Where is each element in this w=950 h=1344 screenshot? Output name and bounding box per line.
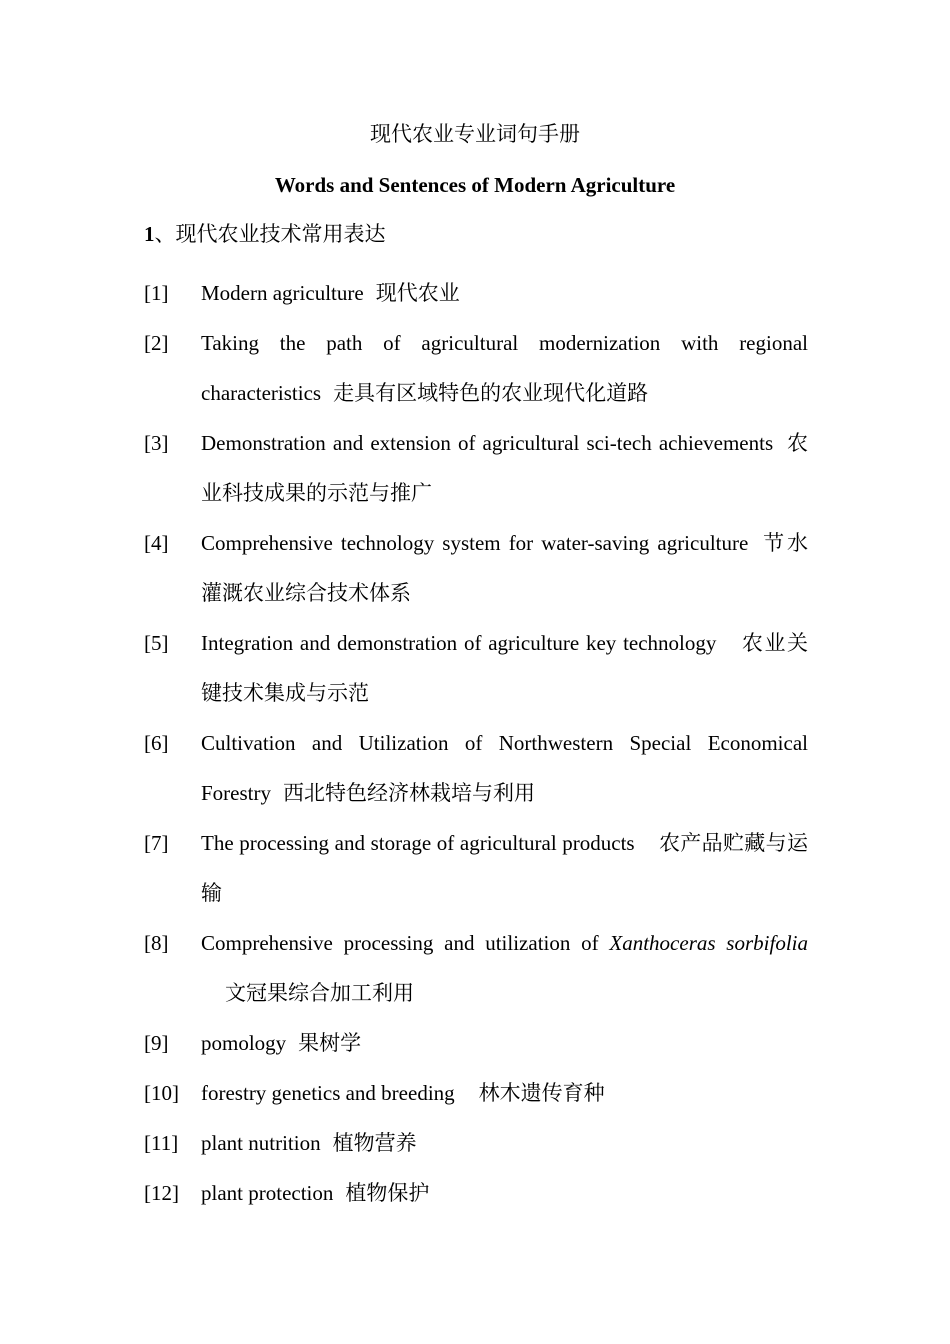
entry-number: [12] bbox=[144, 1181, 179, 1205]
entry-english: Comprehensive technology system for water-saving agriculture bbox=[201, 531, 749, 555]
document-title-chinese: 现代农业专业词句手册 bbox=[370, 122, 580, 146]
entry-chinese: 植物保护 bbox=[345, 1181, 430, 1205]
entry-latin-name: Xanthoceras sorbifolia bbox=[609, 931, 808, 955]
entry-english: Comprehensive processing and utilization of bbox=[201, 931, 599, 955]
entry-number: [11] bbox=[144, 1131, 179, 1155]
entry-number: [8] bbox=[144, 931, 169, 955]
term-entry bbox=[144, 268, 808, 318]
entry-chinese: 现代农业 bbox=[375, 281, 460, 305]
entry-english: Demonstration and extension of agricultural sci-tech achievements bbox=[201, 431, 774, 455]
entry-chinese: 走具有区域特色的农业现代化道路 bbox=[333, 381, 649, 405]
entry-number: [6] bbox=[144, 731, 169, 755]
entry-english: plant nutrition bbox=[201, 1131, 321, 1155]
entry-english: forestry genetics and breeding bbox=[201, 1081, 455, 1105]
entry-english: plant protection bbox=[201, 1181, 334, 1205]
entry-number: [1] bbox=[144, 281, 169, 305]
entry-english: Taking the path of agricultural modernization with regional characteristics bbox=[201, 331, 808, 405]
entry-english: Modern agriculture bbox=[201, 281, 364, 305]
entry-chinese: 果树学 bbox=[298, 1031, 362, 1055]
entry-number: [5] bbox=[144, 631, 169, 655]
entry-chinese: 植物营养 bbox=[332, 1131, 417, 1155]
term-entry bbox=[144, 1018, 808, 1068]
term-entry bbox=[144, 318, 808, 418]
entry-number: [9] bbox=[144, 1031, 169, 1055]
term-list bbox=[144, 268, 808, 1218]
term-entry bbox=[144, 718, 808, 818]
section-number: 1 bbox=[144, 222, 155, 246]
document-title-english: Words and Sentences of Modern Agriculture bbox=[274, 173, 676, 197]
entry-english: pomology bbox=[201, 1031, 287, 1055]
entry-number: [2] bbox=[144, 331, 169, 355]
term-entry bbox=[144, 1118, 808, 1168]
term-entry bbox=[144, 618, 808, 718]
term-entry bbox=[144, 918, 808, 1018]
entry-chinese: 林木遗传育种 bbox=[478, 1081, 605, 1105]
term-entry bbox=[144, 418, 808, 518]
term-entry bbox=[144, 1068, 808, 1118]
entry-english: Cultivation and Utilization of Northwestern Special Economical Forestry bbox=[201, 731, 808, 805]
entry-english: The processing and storage of agricultural products bbox=[201, 831, 635, 855]
entry-english: Integration and demonstration of agriculture key technology bbox=[201, 631, 717, 655]
entry-number: [3] bbox=[144, 431, 169, 455]
entry-chinese: 节水灌溉农业综合技术体系 bbox=[201, 531, 808, 605]
section-heading bbox=[144, 218, 808, 250]
section-title: 、现代农业技术常用表达 bbox=[154, 222, 386, 246]
entry-chinese: 农业科技成果的示范与推广 bbox=[201, 431, 808, 505]
entry-number: [10] bbox=[144, 1081, 179, 1105]
entry-number: [4] bbox=[144, 531, 169, 555]
term-entry bbox=[144, 1168, 808, 1218]
term-entry bbox=[144, 818, 808, 918]
entry-chinese: 农业关键技术集成与示范 bbox=[201, 631, 808, 705]
entry-number: [7] bbox=[144, 831, 169, 855]
entry-chinese: 西北特色经济林栽培与利用 bbox=[283, 781, 535, 805]
term-entry bbox=[144, 518, 808, 618]
entry-chinese: 文冠果综合加工利用 bbox=[225, 981, 414, 1005]
entry-chinese: 农产品贮藏与运输 bbox=[201, 831, 808, 905]
